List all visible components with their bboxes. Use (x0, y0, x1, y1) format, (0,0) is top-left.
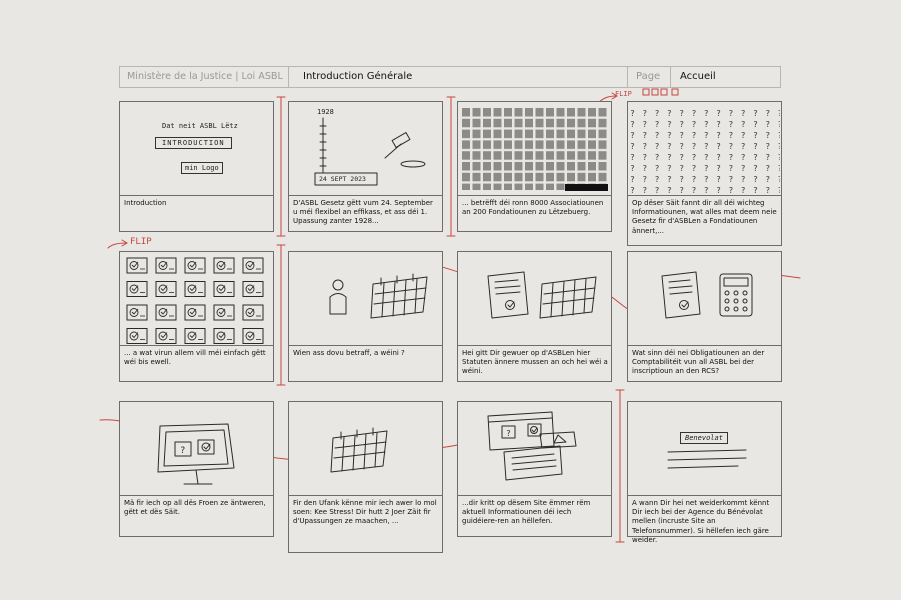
storyboard-panel (627, 401, 782, 544)
sketch-text: Dat neit ASBL Lëtz (162, 122, 238, 130)
panel-caption: Introduction (124, 199, 167, 207)
flip-annotation: FLIP (615, 90, 632, 98)
storyboard-panel (627, 101, 782, 246)
storyboard-panel (119, 251, 274, 382)
panel-sketch (289, 402, 442, 495)
storyboard-panel (119, 101, 274, 232)
storyboard-panel (288, 401, 443, 553)
panel-sketch (458, 402, 611, 495)
panel-sketch (628, 252, 781, 345)
document-calculator-sketch (628, 252, 781, 345)
panel-caption: Fir den Ufank kënne mir iech awer lo mol soen: Kee Stress! Dir hutt 2 Joer Zäit fir d'Upassungen ze maachen, ... (293, 499, 437, 526)
sketch-year: 1928 (317, 108, 334, 116)
panel-sketch (458, 102, 611, 195)
ministry-label[interactable]: Ministère de la Justice | Loi ASBL (127, 71, 283, 82)
storyboard-panel (457, 251, 612, 382)
sketch-logo-box: min Logo (181, 162, 223, 174)
storyboard-panel (288, 101, 443, 232)
svg-text:?: ? (506, 429, 511, 438)
page-name[interactable]: Accueil (680, 71, 716, 82)
panel-sketch (628, 102, 781, 195)
panel-caption: Wien ass dovu betraff, a wéini ? (293, 349, 405, 357)
storyboard-panel (627, 251, 782, 382)
panel-caption: ... betrëfft déi ronn 8000 Associatiounen an 200 Fondatiounen zu Lëtzebuerg. (462, 199, 604, 217)
storyboard-panel (119, 401, 274, 537)
panel-sketch (289, 252, 442, 345)
panel-sketch (458, 252, 611, 345)
storyboard-panel (288, 251, 443, 382)
sketch-date: 24 SEPT 2023 (319, 175, 366, 183)
sketch-intro-box: INTRODUCTION (155, 137, 232, 149)
svg-text:?: ? (180, 446, 186, 456)
browser-windows-sketch (458, 402, 611, 495)
page-label: Page (636, 71, 661, 82)
panel-sketch (120, 252, 273, 345)
panel-caption: ... a wat virun allem vill méi einfach gëtt wéi bis ewell. (124, 349, 266, 367)
panel-sketch (628, 402, 781, 495)
text-lines-sketch (628, 402, 781, 495)
calendar-sketch (289, 402, 442, 495)
association-grid-sketch (458, 102, 611, 195)
page-title: Introduction Générale (303, 71, 413, 82)
panel-caption: Hei gitt Dir gewuer op d'ASBLen hier Statuten ännere mussen an och hei wéi a wéini. (462, 349, 608, 376)
panel-caption: A wann Dir hei net weiderkommt kënnt Dir iech bei der Agence du Bénévolat mellen (incruste Site an Telefonsnummer). Si hëllefen iech gäre weider. (632, 499, 770, 544)
panel-caption: Wat sinn déi nei Obligatiounen an der Comptabilitéit vun all ASBL bei der inscriptioun an den RCS? (632, 349, 765, 376)
question-marks-sketch (628, 102, 781, 195)
panel-caption: D'ASBL Gesetz gëtt vum 24. September u méi flexibel an effikass, et ass déi 1. Upassung zanter 1928... (293, 199, 433, 226)
storyboard-panel (457, 401, 612, 537)
panel-caption: ...dir kritt op dësem Site ëmmer rëm aktuell Informatiounen déi iech guidéiere-ren an hëllefen. (462, 499, 591, 526)
monitor-sketch (120, 402, 273, 495)
storyboard-panel (457, 101, 612, 232)
sketch-benevolat-box: Benevolat (680, 432, 728, 444)
panel-sketch (289, 102, 442, 195)
flip-annotation: FLIP (130, 237, 152, 247)
person-calendar-sketch (289, 252, 442, 345)
checkbox-cards-sketch (120, 252, 273, 345)
panel-caption: Mä fir iech op all dës Froen ze äntweren, gëtt et dës Säit. (124, 499, 266, 517)
panel-sketch (120, 102, 273, 195)
document-calendar-sketch (458, 252, 611, 345)
panel-caption: Op dëser Säit fannt dir all déi wichteg Informatiounen, wat alles mat deem neie Gesetz fir d'ASBLen a Fondatiounen ännert,... (632, 199, 777, 235)
panel-sketch (120, 402, 273, 495)
